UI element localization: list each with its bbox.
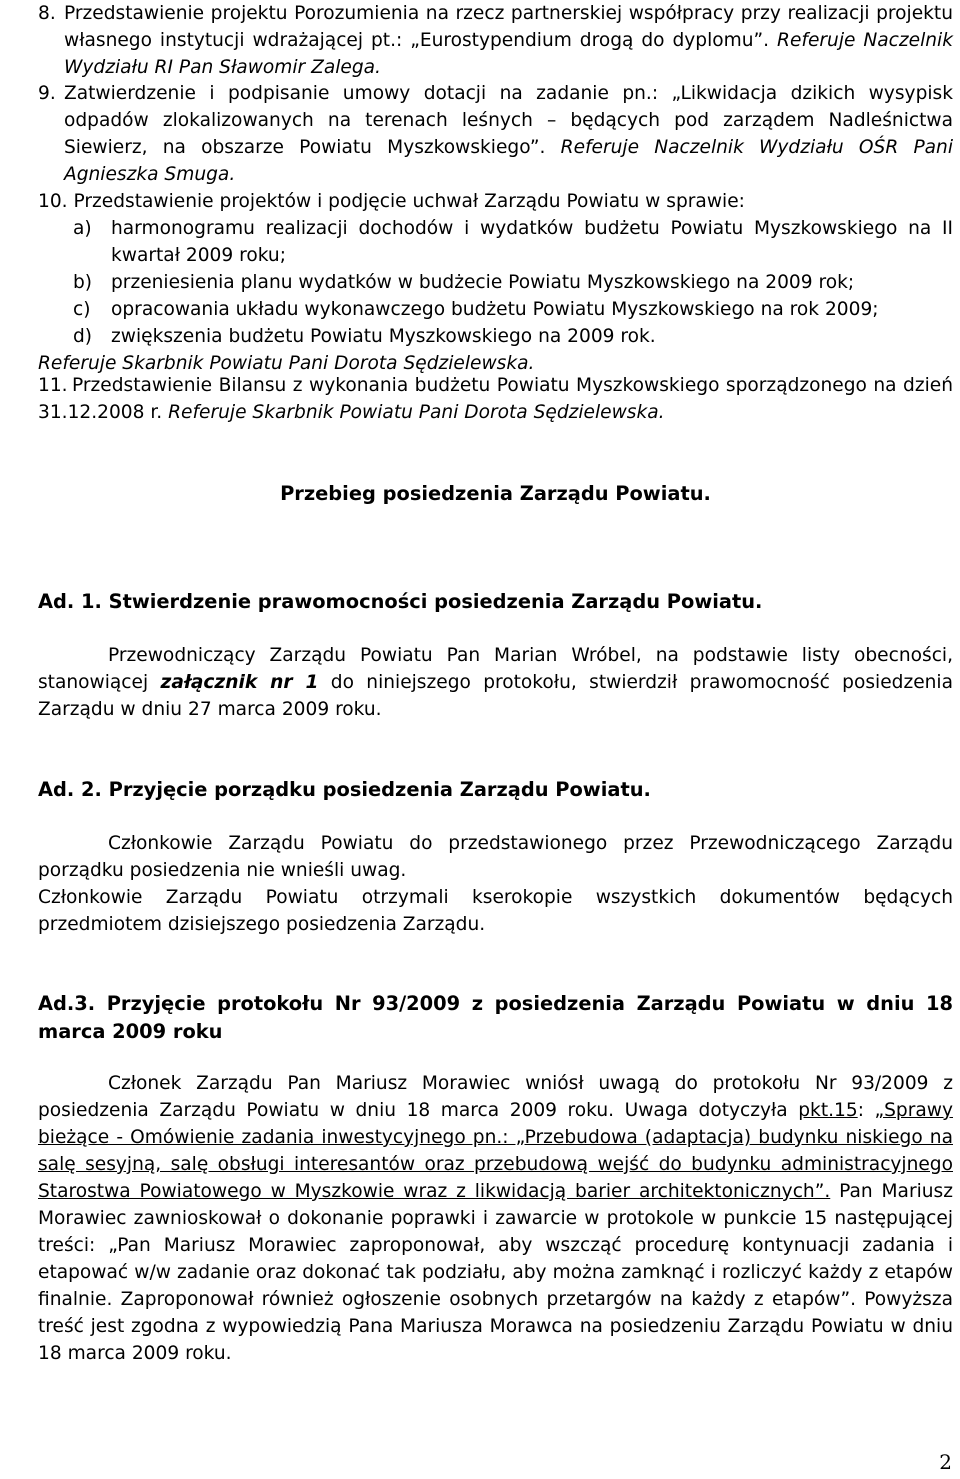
agenda-item-9 bbox=[38, 80, 953, 188]
ad2-heading: Ad. 2. Przyjęcie porządku posiedzenia Zarządu Powiatu. bbox=[38, 778, 651, 801]
agenda-item-text: Zatwierdzenie i podpisanie umowy dotacji na zadanie pn.: „Likwidacja dzikich wysypisk odpadów zlokalizowanych na terenach leśnych – będących pod zarządem Nadleśnictwa Siewierz, na obszarze Powiatu Myszkowskiego”. bbox=[64, 83, 953, 158]
task-reference: „Sprawy bieżące - Omówienie zadania inwestycyjnego pn.: „Przebudowa (adaptacja) budynku niskiego na salę sesyjną, salę obsługi interesantów oraz przebudową wejść do budynku administracyjnego Starostwa Powiatowego w Myszkowie wraz z likwidacją barier architektonicznych”. bbox=[38, 1100, 953, 1202]
agenda-item-text: Przedstawienie projektów i podjęcie uchwał Zarządu Powiatu w sprawie: bbox=[73, 191, 745, 212]
agenda-item-number: 10. bbox=[38, 191, 68, 212]
agenda-item-number: 11. bbox=[38, 375, 68, 396]
page-number: 2 bbox=[939, 1450, 952, 1474]
ad1-paragraph: Przewodniczący Zarządu Powiatu Pan Marian Wróbel, na podstawie listy obecności, stanowiącej załącznik nr 1 do niniejszego protokołu, stwierdził prawomocność posiedzenia Zarządu w dniu 27 marca 2009 roku. bbox=[38, 645, 953, 720]
sub-item-text: harmonogramu realizacji dochodów i wydatków budżetu Powiatu Myszkowskiego na II kwartał 2009 roku; bbox=[111, 218, 953, 266]
agenda-item-text: Przedstawienie projektu Porozumienia na rzecz partnerskiej współpracy przy realizacji projektu własnego instytucji wdrażającej pt.: „Eurostypendium drogą do dyplomu”. bbox=[64, 3, 953, 51]
agenda-item-number: 8. bbox=[38, 3, 56, 24]
sub-item bbox=[38, 215, 953, 269]
ad3-paragraph: Członek Zarządu Pan Mariusz Morawiec wniósł uwagą do protokołu Nr 93/2009 z posiedzenia Zarządu Powiatu w dniu 18 marca 2009 roku. Uwaga dotyczyła pkt.15: „Sprawy bieżące - Omówienie zadania inwestycyjnego pn.: „Przebudowa (adaptacja) budynku niskiego na salę sesyjną, salę obsługi interesantów oraz przebudową wejść do budynku administracyjnego Starostwa Powiatowego w Myszkowie wraz z likwidacją barier architektonicznych”. Pan Mariusz Morawiec zawnioskował o dokonanie poprawki i zawarcie w protokole w punkcie 15 następującej treści: „Pan Mariusz Morawiec zaproponował, aby wszcząć procedurę kontynuacji zadania i etapować w/w zadanie oraz dokonać tak podziału, aby można zamknąć i rozliczyć każdy z etapów finalnie. Zaproponował również ogłoszenie osobnych przetargów na każdy z etapów”. Powyższa treść jest zgodna z wypowiedzią Pana Mariusza Morawca na posiedzeniu Zarządu Powiatu w dniu 18 marca 2009 roku. bbox=[38, 1073, 953, 1364]
sub-item-label: b) bbox=[73, 272, 93, 293]
agenda-item-presenter: Referuje Naczelnik Wydziału OŚR Pani Agnieszka Smuga. bbox=[64, 137, 953, 185]
attachment-reference: załącznik nr 1 bbox=[160, 672, 319, 693]
agenda-item-presenter: Referuje Skarbnik Powiatu Pani Dorota Sędzielewska. bbox=[168, 402, 665, 423]
sub-item-label: a) bbox=[73, 218, 92, 239]
sub-item-label: d) bbox=[73, 326, 93, 347]
agenda-item-8 bbox=[38, 0, 953, 81]
agenda-item-presenter: Referuje Skarbnik Powiatu Pani Dorota Sędzielewska. bbox=[38, 353, 535, 374]
sub-item-text: przeniesienia planu wydatków w budżecie Powiatu Myszkowskiego na 2009 rok; bbox=[111, 272, 855, 293]
agenda-item-10 bbox=[38, 188, 953, 377]
ad3-heading: Ad.3. Przyjęcie protokołu Nr 93/2009 z posiedzenia Zarządu Powiatu w dniu 18 marca 2009 roku bbox=[38, 992, 953, 1043]
agenda-item-number: 9. bbox=[38, 83, 56, 104]
sub-item-label: c) bbox=[73, 299, 91, 320]
sub-item bbox=[38, 323, 953, 350]
agenda-item-11 bbox=[38, 372, 953, 426]
sub-item-text: zwiększenia budżetu Powiatu Myszkowskiego na 2009 rok. bbox=[111, 326, 656, 347]
agenda-item-presenter: Referuje Naczelnik Wydziału RI Pan Sławomir Zalega. bbox=[64, 30, 953, 78]
sub-item bbox=[38, 296, 953, 323]
section-title: Przebieg posiedzenia Zarządu Powiatu. bbox=[280, 482, 711, 505]
ad1-heading: Ad. 1. Stwierdzenie prawomocności posiedzenia Zarządu Powiatu. bbox=[38, 590, 763, 613]
point-reference: pkt.15 bbox=[798, 1100, 858, 1121]
sub-item bbox=[38, 269, 953, 296]
sub-item-text: opracowania układu wykonawczego budżetu Powiatu Myszkowskiego na rok 2009; bbox=[111, 299, 879, 320]
ad2-paragraph-2: Członkowie Zarządu Powiatu otrzymali kserokopie wszystkich dokumentów będących przedmiotem dzisiejszego posiedzenia Zarządu. bbox=[38, 887, 953, 935]
agenda-item-text: Przedstawienie Bilansu z wykonania budżetu Powiatu Myszkowskiego sporządzonego na dzień 31.12.2008 r. bbox=[38, 375, 953, 423]
ad2-paragraph-1: Członkowie Zarządu Powiatu do przedstawionego przez Przewodniczącego Zarządu porządku posiedzenia nie wnieśli uwag. bbox=[38, 833, 953, 881]
